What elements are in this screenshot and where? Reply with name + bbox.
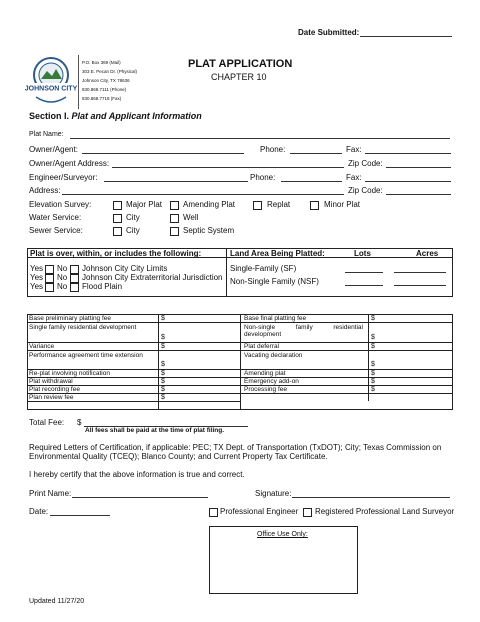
fee-amount[interactable]: $ — [371, 370, 375, 377]
city-limits-no-checkbox[interactable] — [70, 265, 79, 274]
owner-address-label: Owner/Agent Address: — [29, 159, 110, 168]
flood-plain-label: Flood Plain — [82, 282, 123, 291]
flood-no-checkbox[interactable] — [70, 283, 79, 292]
fee-label: Re-plat involving notification — [29, 370, 110, 377]
fee-note: All fees shall be paid at the time of plat filing. — [85, 427, 225, 434]
cert-text-line1: Required Letters of Certification, if applicable: PEC; TX Dept. of Transportation (TxDOT); City; Texas Commission on — [29, 443, 442, 452]
date-submitted-label: Date Submitted: — [298, 28, 360, 37]
city-seal-logo — [24, 55, 78, 109]
fee-label: Performance agreement time extension — [29, 352, 143, 359]
total-dollar: $ — [77, 418, 82, 427]
print-name-field[interactable] — [72, 497, 208, 498]
sewer-city-label: City — [126, 226, 140, 235]
amending-plat-checkbox[interactable] — [170, 201, 179, 210]
owner-agent-label: Owner/Agent: — [29, 145, 78, 154]
lots-header: Lots — [354, 249, 371, 258]
fee-label: Plat withdrawal — [29, 378, 73, 385]
minor-plat-checkbox[interactable] — [310, 201, 319, 210]
sf-acres-field[interactable] — [394, 272, 446, 273]
logo-text: JOHNSON CITY — [24, 85, 78, 93]
fee-label: Plat recording fee — [29, 386, 80, 393]
owner-agent-field[interactable] — [82, 153, 244, 154]
sewer-label: Sewer Service: — [29, 226, 83, 235]
etj-no-checkbox[interactable] — [70, 274, 79, 283]
major-plat-label: Major Plat — [126, 200, 163, 209]
yes-label: Yes — [30, 273, 44, 282]
address-block: P.O. Box 369 (Mail) 303 E. Pecan Dr. (Physical) Johnson City, TX 78636 830.868.7111 (Phone) 830.868.7718 (Fax) — [82, 60, 138, 101]
location-header: Plat is over, within, or includes the following: — [30, 249, 202, 258]
water-label: Water Service: — [29, 213, 82, 222]
engineer-phone-field[interactable] — [281, 181, 342, 182]
fee-label: Single family residential development — [29, 324, 137, 331]
sewer-city-checkbox[interactable] — [113, 227, 122, 236]
nsf-acres-field[interactable] — [394, 285, 446, 286]
section-heading: Section I. Plat and Applicant Information — [29, 111, 202, 121]
pe-checkbox[interactable] — [209, 508, 218, 517]
sf-lots-field[interactable] — [345, 272, 383, 273]
page-title: PLAT APPLICATION — [188, 58, 293, 70]
fee-amount[interactable]: $ — [161, 343, 165, 350]
flood-yes-checkbox[interactable] — [45, 283, 54, 292]
major-plat-checkbox[interactable] — [113, 201, 122, 210]
total-fee-label: Total Fee: — [29, 418, 65, 427]
minor-plat-label: Minor Plat — [324, 200, 361, 209]
certify-text: I hereby certify that the above information is true and correct. — [29, 470, 245, 479]
no-label: No — [57, 282, 68, 291]
owner-fax-label: Fax: — [346, 145, 362, 154]
city-limits-label: Johnson City City Limits — [82, 264, 168, 273]
fee-label: Plat deferral — [244, 343, 280, 350]
fee-amount[interactable]: $ — [161, 334, 165, 341]
etj-yes-checkbox[interactable] — [45, 274, 54, 283]
owner-fax-field[interactable] — [365, 153, 451, 154]
replat-label: Replat — [267, 200, 291, 209]
rpls-label: Registered Professional Land Surveyor — [315, 507, 455, 516]
print-name-label: Print Name: — [29, 489, 72, 498]
engineer-fax-label: Fax: — [346, 173, 362, 182]
date-submitted-field[interactable] — [360, 36, 452, 37]
owner-phone-field[interactable] — [290, 153, 342, 154]
page-subtitle: CHAPTER 10 — [211, 72, 267, 82]
fee-amount[interactable]: $ — [371, 334, 375, 341]
fee-label: Variance — [29, 343, 55, 350]
plat-name-label: Plat Name: — [29, 131, 64, 138]
fee-amount[interactable]: $ — [371, 343, 375, 350]
engineer-phone-label: Phone: — [250, 173, 276, 182]
address-label: Address: — [29, 186, 61, 195]
water-well-checkbox[interactable] — [170, 214, 179, 223]
address-field[interactable] — [62, 194, 344, 195]
fee-label: Emergency add-on — [244, 378, 299, 385]
city-limits-yes-checkbox[interactable] — [45, 265, 54, 274]
fee-amount[interactable]: $ — [371, 386, 375, 393]
sf-label: Single-Family (SF) — [230, 264, 297, 273]
fee-amount[interactable]: $ — [161, 315, 165, 322]
etj-label: Johnson City Extraterritorial Jurisdiction — [82, 273, 223, 282]
office-use-label: Office Use Only: — [257, 531, 308, 538]
owner-zip-label: Zip Code: — [348, 159, 383, 168]
fee-amount[interactable]: $ — [371, 361, 375, 368]
owner-zip-field[interactable] — [386, 167, 451, 168]
fee-amount[interactable]: $ — [161, 386, 165, 393]
fee-amount[interactable]: $ — [371, 315, 375, 322]
acres-header: Acres — [416, 249, 439, 258]
engineer-fax-field[interactable] — [365, 181, 451, 182]
rpls-checkbox[interactable] — [303, 508, 312, 517]
nsf-lots-field[interactable] — [345, 285, 383, 286]
yes-label: Yes — [30, 282, 44, 291]
no-label: No — [57, 264, 68, 273]
fee-amount[interactable]: $ — [161, 394, 165, 401]
engineer-field[interactable] — [104, 181, 248, 182]
cert-text-line2: Environmental Quality (TCEQ); Blanco County; and Current Property Tax Certificate. — [29, 452, 328, 461]
address-zip-label: Zip Code: — [348, 186, 383, 195]
pe-label: Professional Engineer — [220, 507, 299, 516]
updated-date: Updated 11/27/20 — [29, 598, 85, 605]
signature-label: Signature: — [255, 489, 292, 498]
water-city-label: City — [126, 213, 140, 222]
replat-checkbox[interactable] — [253, 201, 262, 210]
water-well-label: Well — [183, 213, 199, 222]
fee-label: Plan review fee — [29, 394, 74, 401]
fee-label: Amending plat — [244, 370, 286, 377]
fee-label: Base preliminary platting fee — [29, 315, 112, 322]
address-zip-field[interactable] — [386, 194, 451, 195]
fee-amount[interactable]: $ — [161, 378, 165, 385]
engineer-label: Engineer/Surveyor: — [29, 173, 98, 182]
owner-phone-label: Phone: — [260, 145, 286, 154]
septic-label: Septic System — [183, 226, 235, 235]
nsf-label: Non-Single Family (NSF) — [230, 277, 319, 286]
fee-amount[interactable]: $ — [371, 378, 375, 385]
no-label: No — [57, 273, 68, 282]
land-area-header: Land Area Being Platted: — [230, 249, 325, 258]
owner-address-field[interactable] — [112, 167, 344, 168]
septic-checkbox[interactable] — [170, 227, 179, 236]
amending-plat-label: Amending Plat — [183, 200, 236, 209]
fee-label: Base final platting fee — [244, 315, 307, 322]
fee-label: Vacating declaration — [244, 352, 303, 359]
water-city-checkbox[interactable] — [113, 214, 122, 223]
date-label: Date: — [29, 507, 49, 516]
elevation-label: Elevation Survey: — [29, 200, 92, 209]
date-field[interactable] — [50, 515, 110, 516]
fee-amount[interactable]: $ — [161, 361, 165, 368]
plat-name-field[interactable] — [70, 138, 450, 139]
fee-label: Non-single family residential development — [244, 324, 363, 338]
signature-field[interactable] — [292, 497, 450, 498]
fee-label: Processing fee — [244, 386, 287, 393]
yes-label: Yes — [30, 264, 44, 273]
fee-amount[interactable]: $ — [161, 370, 165, 377]
